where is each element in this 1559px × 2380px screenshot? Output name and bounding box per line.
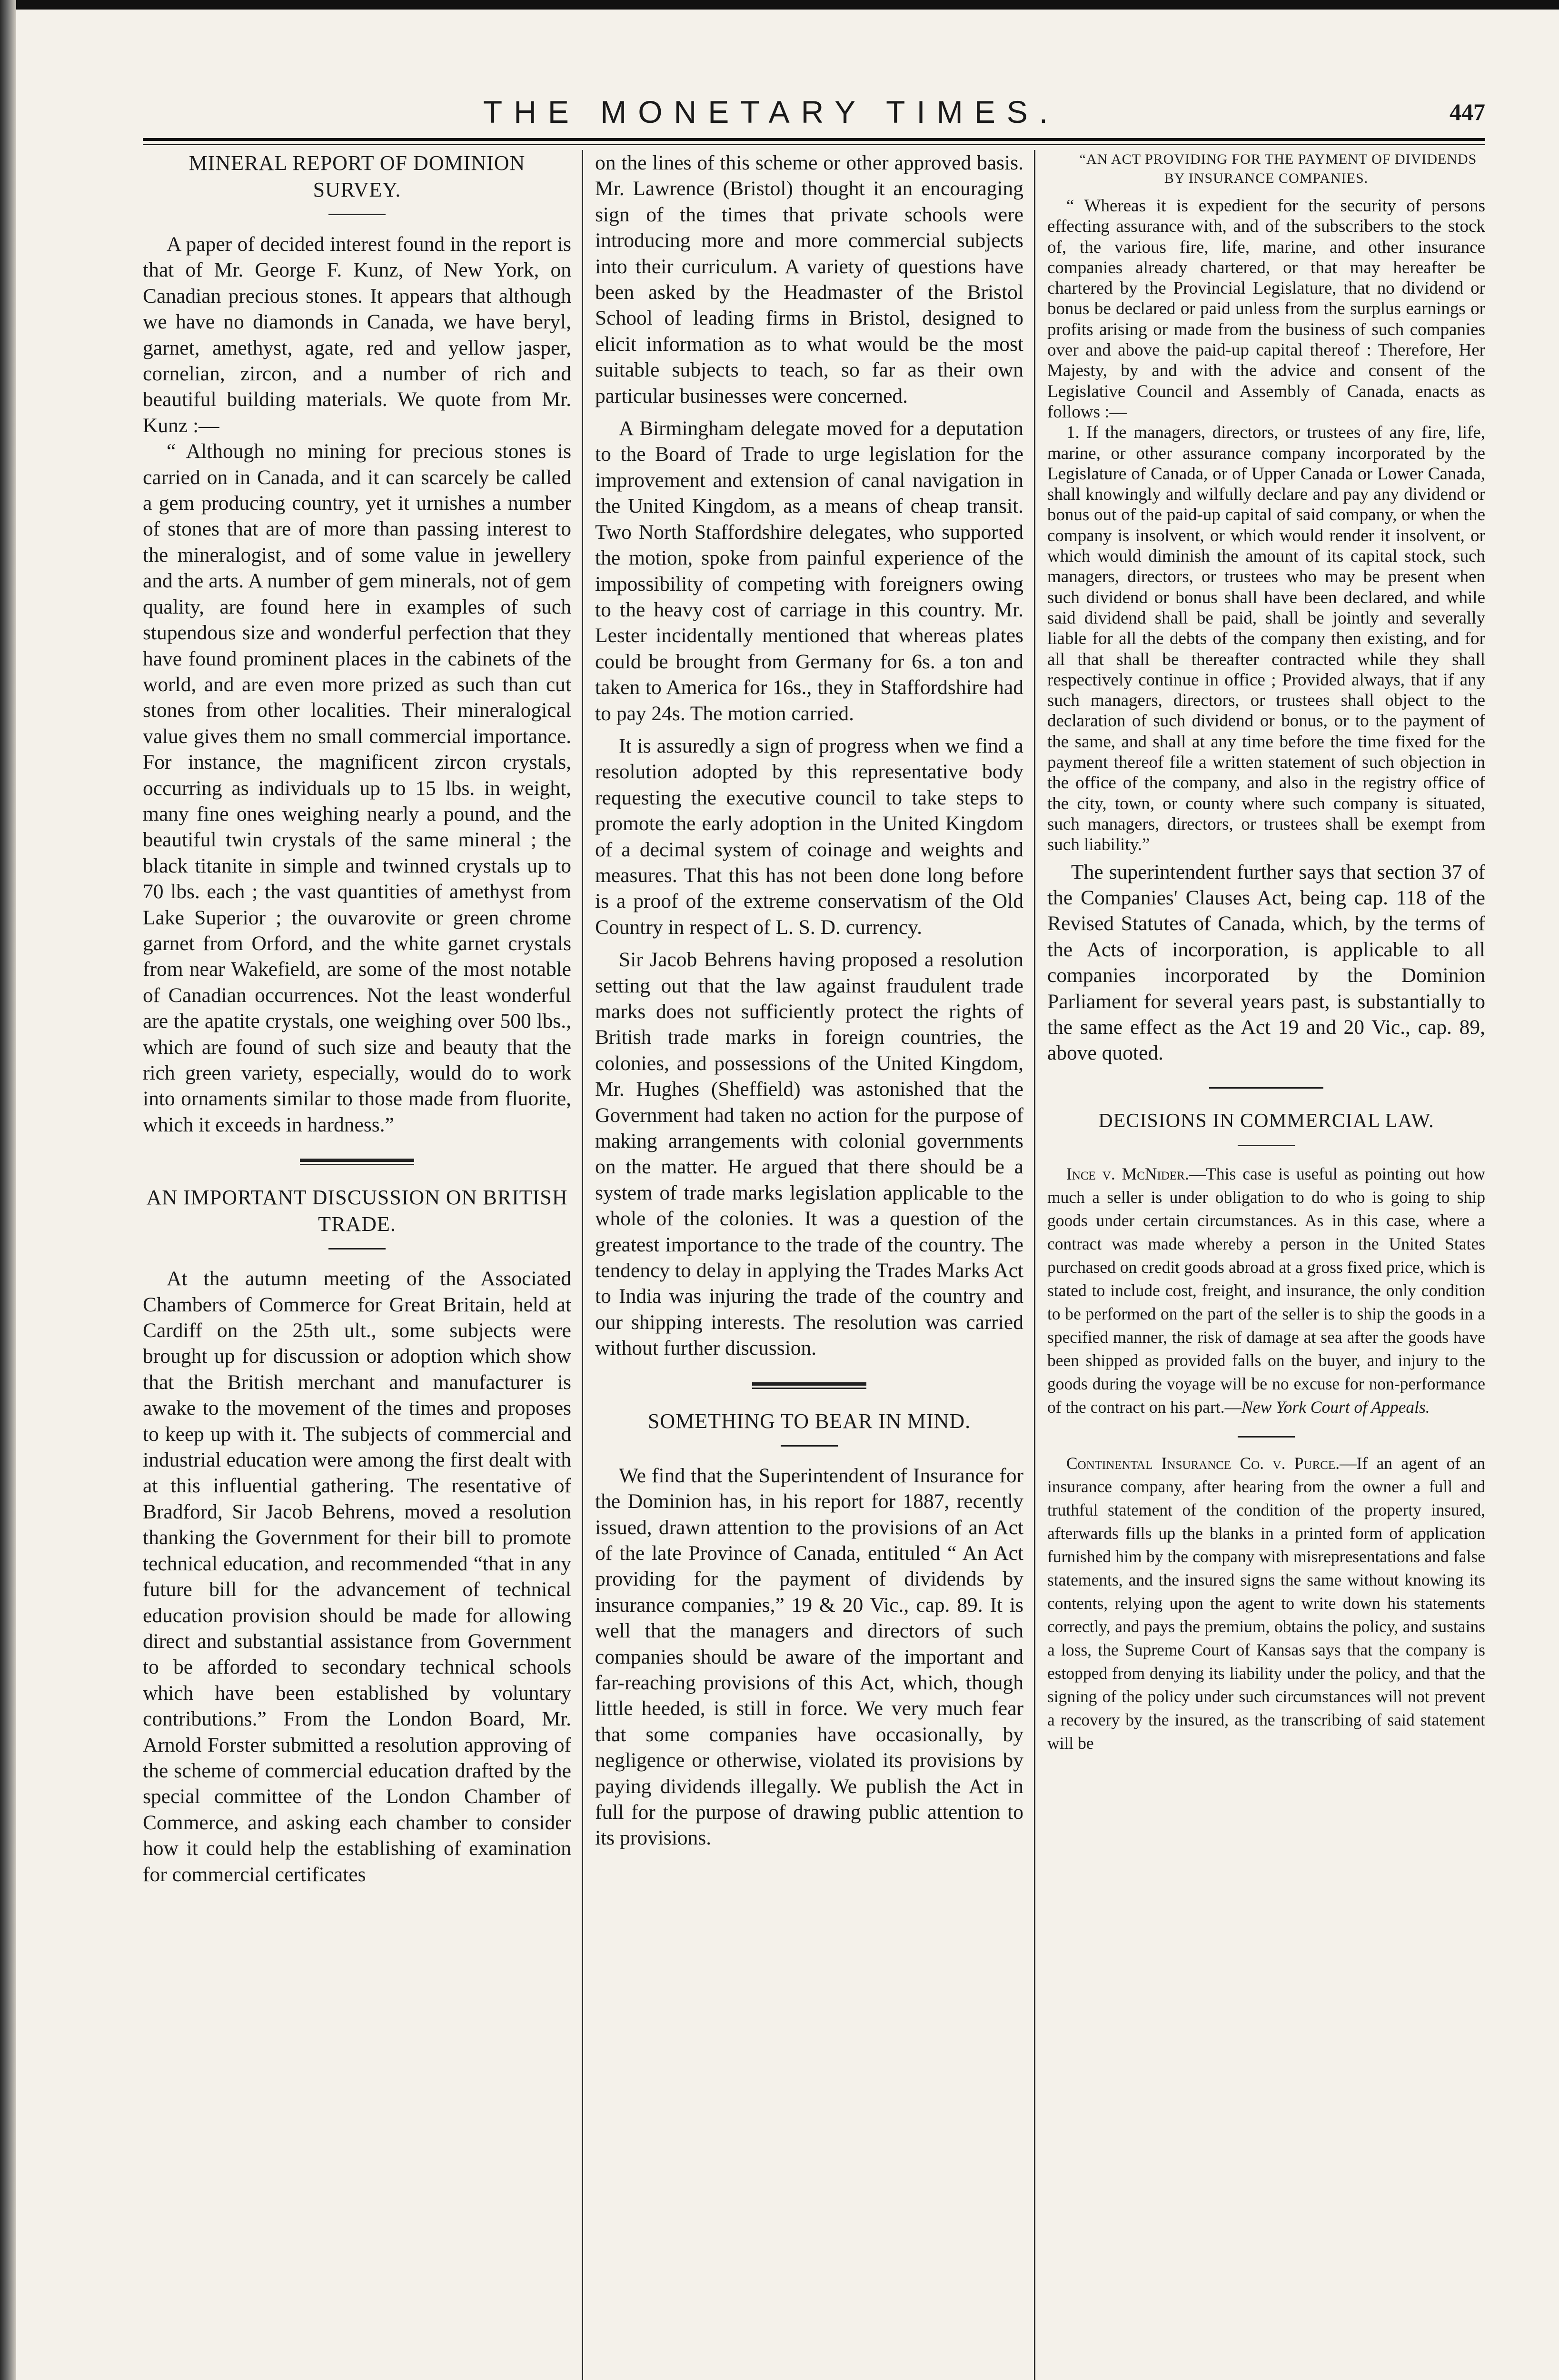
heading-dash — [328, 214, 386, 215]
case-text: —If an agent of an insurance company, after hearing from the owner a full and truthful statement of the condition of the property insured, afterwards fills up the blanks in a printed form of application furnished him by the company with misrepresentations and false statements, and the insured signs the same without knowing its contents, relying upon the agent to write down his statements correctly, and pays the premium, obtains the policy, and sustains a loss, the Supreme Court of Kansas says that the company is estopped from denying its liability under the policy, and that the signing of the policy under such circumstances will not prevent a recovery by the insured, as the transcribing of said statement will be — [1047, 1453, 1485, 1753]
heading-dash — [1238, 1145, 1295, 1146]
article-paragraph: A paper of decided interest found in the report is that of Mr. George F. Kunz, of New York, on Canadian precious stones. It appears that although we have no diamonds in Canada, we have beryl, garnet, amethyst, agate, red and yellow jasper, cornelian, zircon, and a number of rich and beautiful building materials. We quote from Mr. Kunz :— — [143, 233, 571, 437]
article-heading-british-trade: AN IMPORTANT DISCUSSION ON BRITISH TRADE. — [146, 1186, 568, 1236]
act-title: “AN ACT PROVIDING FOR THE PAYMENT OF DIVIDENDS BY INSURANCE COMPANIES. — [1079, 151, 1477, 186]
act-section-1: 1. If the managers, directors, or trustees of any fire, life, marine, or other assurance company incorporated by the Legislature of Canada, or of Upper Canada or Lower Canada, shall knowingly and wilfully declare and pay any dividend or bonus out of the paid-up capital of said company, or when the company is insolvent, or which would render it insolvent, or which would diminish the amount of its capital stock, such managers, directors, or trustees who may be present when such dividend or bonus shall have been declared, and while said dividend shall be paid, shall be jointly and severally liable for all the debts of the company then existing, and for all that shall be thereafter contracted while they shall respectively continue in office ; Provided always, that if any such managers, directors, or trustees shall object to the declaration of such dividend or bonus, or to the payment of the same, and shall at any time before the time fixed for the payment thereof file a written statement of such objection in the office of the company, and also in the registry office of the city, town, or county where such company is situated, such managers, directors, or trustees shall be exempt from such liability.” — [1047, 423, 1485, 855]
column-3 — [1047, 150, 1485, 2380]
case-title: Ince v. McNider. — [1066, 1164, 1189, 1183]
article-quote: “ Although no mining for precious stones is carried on in Canada, and it can scarcely be called a gem producing country, yet it urnishes a number of stones that are of more than passing interest to the mineralogist, and of some value in jewellery and the arts. A number of gem minerals, not of gem quality, are found here in examples of such stupendous size and wonderful perfection that they have found prominent places in the cabinets of the world, and are even more prized as such than cut stones from other localities. Their mineralogical value gives them no small commercial importance. For instance, the magnificent zircon crystals, occurring as individuals up to 15 lbs. in weight, many fine ones weighing nearly a pound, and the beautiful twin crystals of the same mineral ; the black titanite in simple and twinned crystals up to 70 lbs. each ; the vast quantities of amethyst from Lake Superior ; the ouvarovite or green chrome garnet from Orford, and the white garnet crystals from near Wakefield, are some of the most notable of Canadian occurrences. Not the least wonderful are the apatite crystals, one weighing over 500 lbs., which are found of such size and beauty that the rich green variety, especially, would do to work into ornaments similar to those made from fluorite, which it exceeds in hardness.” — [143, 440, 571, 1136]
column-divider-1 — [582, 150, 583, 2380]
heading-dash — [328, 1248, 386, 1250]
heading-dash — [781, 1445, 838, 1447]
case-title: Continental Insurance Co. v. Purce. — [1066, 1453, 1340, 1473]
article-paragraph-continued: on the lines of this scheme or other approved basis. Mr. Lawrence (Bristol) thought it an encouraging sign of the times that private schools were introducing more and more commercial subjects into their curriculum. A variety of questions have been asked by the Headmaster of the Bristol School of leading firms in Bristol, designed to elicit information as to what would be the most suitable subjects to teach, so far as their own particular businesses were concerned. — [595, 151, 1023, 407]
masthead — [143, 93, 1523, 131]
article-paragraph: The superintendent further says that section 37 of the Companies' Clauses Act, being cap. 118 of the Revised Statutes of Canada, which, by the terms of the Acts of incorporation, is applicable to all companies incorporated by the Dominion Parliament for several years past, is substantially to the same effect as the Act 19 and 20 Vic., cap. 89, above quoted. — [1047, 860, 1485, 1065]
case-continental-v-purce — [1047, 1452, 1485, 1755]
act-text — [1047, 196, 1485, 855]
article-paragraph: Sir Jacob Behrens having proposed a resolution setting out that the law against fraudulent trade marks does not sufficiently protect the rights of British trade marks in foreign countries, the colonies, and possessions of the United Kingdom, Mr. Hughes (Sheffield) was astonished that the Government had taken no action for the purpose of making arrangements with colonial governments on the matter. He argued that there should be a system of trade marks legislation applicable to the whole of the colonies. It was a question of the greatest importance to the trade of the country. The tendency to delay in applying the Trades Marks Act to India was injuring the trade of the country and our shipping interests. The resolution was carried without further discussion. — [595, 948, 1023, 1360]
case-divider — [1238, 1436, 1295, 1438]
article-paragraph: A Birmingham delegate moved for a deputation to the Board of Trade to urge legislation for the improvement and extension of canal navigation in the United Kingdom, as a means of cheap transit. Two North Staffordshire delegates, who supported the motion, spoke from painful experience of the impossibility of competing with foreigners owing to the heavy cost of carriage in this country. Mr. Lester incidentally mentioned that whereas plates could be brought from Germany for 6s. a ton and taken to America for 16s., they in Staffordshire had to pay 24s. The motion carried. — [595, 417, 1023, 725]
article-separator — [300, 1159, 414, 1165]
article-heading-commercial-law: DECISIONS IN COMMERCIAL LAW. — [1098, 1110, 1434, 1132]
article-heading-mineral-report: MINERAL REPORT OF DOMINION SURVEY. — [189, 151, 526, 201]
column-1 — [143, 150, 571, 2380]
article-paragraph: At the autumn meeting of the Associated Chambers of Commerce for Great Britain, held at Cardiff on the 25th ult., some subjects were brought up for discussion or adoption which show that the British merchant and manufacturer is awake to the movement of the times and proposes to keep up with it. The subjects of commercial and industrial education were among the first dealt with at this influential gathering. The resentative of Bradford, Sir Jacob Behrens, moved a resolution thanking the Government for their bill to promote technical education, and recommended “that in any future bill for the advancement of technical education provision should be made for allowing direct and substantial assistance from Government to be afforded to secondary technical schools which have been established by voluntary contributions.” From the London Board, Mr. Arnold Forster submitted a resolution approving of the scheme of commercial education drafted by the special committee of the London Chamber of Commerce, and asking each chamber to consider how it could help the establishing of examination for commercial certificates — [143, 1267, 571, 1886]
column-divider-2 — [1034, 150, 1035, 2380]
act-preamble: “ Whereas it is expedient for the security of persons effecting assurance with, and of the subscribers to the stock of, the various fire, life, marine, and other insurance companies already chartered, or that may hereafter be chartered by the Provincial Legislature, that no dividend or bonus be declared or paid unless from the surplus earnings or profits arising or made from the business of such companies over and above the paid-up capital thereof : Therefore, Her Majesty, by and with the advice and consent of the Legislative Council and Assembly of Canada, enacts as follows :— — [1047, 196, 1485, 422]
top-border-rule — [16, 0, 1559, 10]
article-paragraph: We find that the Superintendent of Insurance for the Dominion has, in his report for 1887, recently issued, drawn attention to the provisions of an Act of the late Province of Canada, entituled “ An Act providing for the payment of dividends by insurance companies,” 19 & 20 Vic., cap. 89. It is well that the managers and directors of such companies should be aware of the important and far-reaching provisions of this Act, which, though little heeded, is still in force. We very much fear that some companies have occasionally, by negligence or otherwise, violated its provisions by paying dividends illegally. We publish the Act in full for the purpose of drawing public attention to its provisions. — [595, 1464, 1023, 1850]
masthead-rule-thin — [143, 144, 1485, 145]
case-source: New York Court of Appeals. — [1241, 1397, 1430, 1417]
law-cases — [1047, 1162, 1485, 1755]
article-separator — [752, 1382, 866, 1389]
article-separator — [1209, 1087, 1323, 1089]
page-binding-edge — [0, 0, 16, 2380]
page-number: 447 — [1450, 99, 1485, 125]
column-2 — [595, 150, 1023, 2380]
newspaper-title: THE MONETARY TIMES. — [483, 94, 1060, 129]
masthead-rule-thick — [143, 138, 1485, 141]
article-heading-bear-in-mind: SOMETHING TO BEAR IN MIND. — [647, 1409, 971, 1433]
article-paragraph: It is assuredly a sign of progress when we find a resolution adopted by this representative body requesting the executive council to take steps to promote the early adoption in the United Kingdom of a decimal system of coinage and weights and measures. That this has not been done long before is a proof of the extreme conservatism of the Old Country in respect of L. S. D. currency. — [595, 734, 1023, 939]
case-text: —This case is useful as pointing out how much a seller is under obligation to do who is going to ship goods under certain circumstances. As in this case, where a contract was made whereby a person in the United States purchased on credit goods abroad at a gross fixed price, which is stated to include cost, freight, and insurance, the only condition to be performed on the part of the seller is to ship the goods in a specified manner, the risk of damage at sea after the goods have been shipped as provided falls on the buyer, and injury to the goods during the voyage will be no excuse for non-performance of the contract on his part.— — [1047, 1164, 1485, 1417]
case-ince-v-mcnider — [1047, 1162, 1485, 1419]
